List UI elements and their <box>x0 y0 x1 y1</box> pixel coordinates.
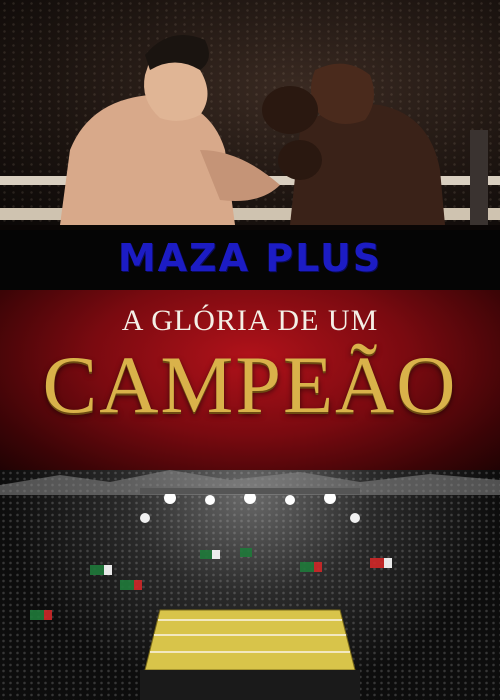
arena-photo <box>0 470 500 700</box>
flag-icon <box>300 562 314 572</box>
flag-icon <box>120 580 134 590</box>
flag-icon <box>370 558 384 568</box>
flag-icon <box>240 548 252 557</box>
flag-icon <box>90 565 104 575</box>
stadium-light-icon <box>140 513 150 523</box>
boxers-illustration <box>0 0 500 225</box>
ring-base <box>140 670 360 700</box>
brand-watermark: MAZA PLUS <box>117 236 383 280</box>
light-truss <box>140 488 360 494</box>
boxing-glove-icon <box>262 86 318 134</box>
flag-icon <box>200 550 212 559</box>
boxing-glove-icon <box>278 140 322 180</box>
stadium-light-icon <box>205 495 215 505</box>
page-title: CAMPEÃO <box>42 339 458 430</box>
flag-icon <box>30 610 44 620</box>
stadium-light-icon <box>350 513 360 523</box>
right-boxer-head <box>311 64 374 124</box>
subtitle: A GLÓRIA DE UM <box>121 304 379 337</box>
ring-post-icon <box>470 130 488 225</box>
stadium-light-icon <box>285 495 295 505</box>
mexican-flags <box>30 548 392 620</box>
arena-illustration <box>0 470 500 700</box>
boxing-photo <box>0 0 500 225</box>
